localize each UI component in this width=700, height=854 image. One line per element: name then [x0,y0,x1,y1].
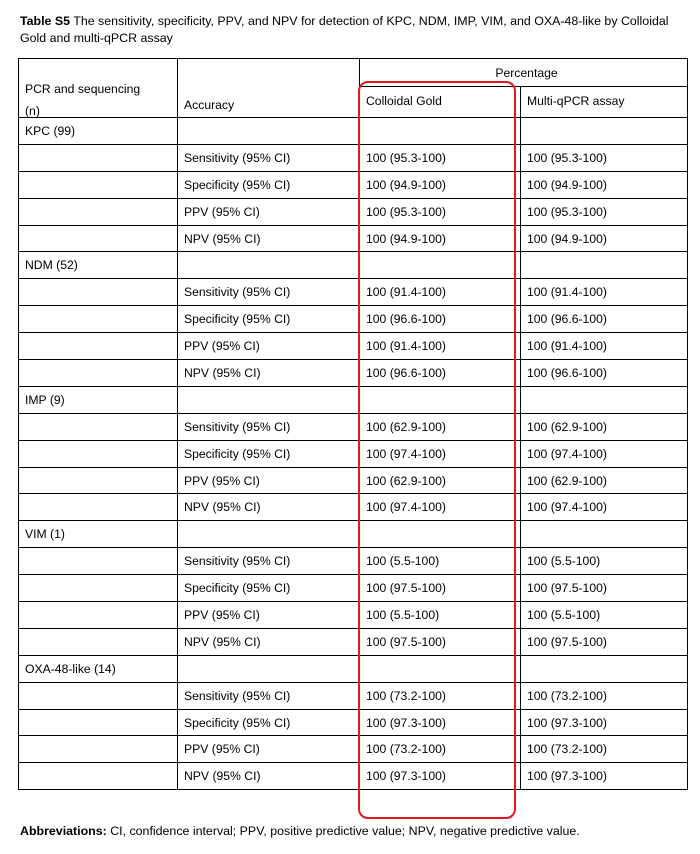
group-empty-multi [521,521,688,548]
empty-cell [19,467,178,494]
empty-cell [19,602,178,629]
group-label: NDM (52) [19,252,178,279]
multi-qpcr-cell: 100 (97.3-100) [521,709,688,736]
colloidal-gold-cell: 100 (95.3-100) [360,144,521,171]
group-empty-accuracy [178,655,360,682]
group-row [19,118,688,145]
metric-cell: NPV (95% CI) [178,360,360,387]
empty-cell [19,440,178,467]
multi-qpcr-cell: 100 (97.5-100) [521,628,688,655]
multi-qpcr-cell: 100 (96.6-100) [521,360,688,387]
empty-cell [19,494,178,521]
table-row [19,413,688,440]
group-label: IMP (9) [19,386,178,413]
empty-cell [19,198,178,225]
empty-cell [19,709,178,736]
colloidal-gold-cell: 100 (97.5-100) [360,575,521,602]
group-empty-colloidal [360,118,521,145]
table-row [19,306,688,333]
multi-qpcr-cell: 100 (95.3-100) [521,144,688,171]
metric-cell: Specificity (95% CI) [178,709,360,736]
header-pcr-line1: PCR and sequencing [25,82,141,96]
table-row [19,440,688,467]
empty-cell [19,144,178,171]
table-row [19,494,688,521]
table-row [19,279,688,306]
empty-cell [19,682,178,709]
group-empty-multi [521,386,688,413]
colloidal-gold-cell: 100 (95.3-100) [360,198,521,225]
metric-cell: PPV (95% CI) [178,736,360,763]
table-row [19,682,688,709]
metric-cell: PPV (95% CI) [178,602,360,629]
header-colloidal-gold: Colloidal Gold [360,87,521,118]
colloidal-gold-cell: 100 (96.6-100) [360,306,521,333]
table-row [19,144,688,171]
multi-qpcr-cell: 100 (5.5-100) [521,602,688,629]
group-label: KPC (99) [19,118,178,145]
abbreviations-label: Abbreviations: [20,824,107,838]
table-row [19,575,688,602]
empty-cell [19,548,178,575]
empty-cell [19,763,178,790]
group-label: OXA-48-like (14) [19,655,178,682]
multi-qpcr-cell: 100 (73.2-100) [521,736,688,763]
metric-cell: PPV (95% CI) [178,333,360,360]
table-row [19,225,688,252]
empty-cell [19,171,178,198]
header-pcr-line2: (n) [25,104,40,118]
group-empty-multi [521,655,688,682]
table-row [19,333,688,360]
multi-qpcr-cell: 100 (97.4-100) [521,494,688,521]
colloidal-gold-cell: 100 (97.3-100) [360,763,521,790]
multi-qpcr-cell: 100 (94.9-100) [521,225,688,252]
colloidal-gold-cell: 100 (73.2-100) [360,682,521,709]
colloidal-gold-cell: 100 (94.9-100) [360,225,521,252]
table-row [19,171,688,198]
abbreviations-note [20,824,580,838]
metric-cell: Specificity (95% CI) [178,306,360,333]
table-row [19,602,688,629]
group-empty-accuracy [178,386,360,413]
results-table [18,58,688,790]
multi-qpcr-cell: 100 (62.9-100) [521,467,688,494]
header-accuracy-label: Accuracy [184,98,235,112]
empty-cell [19,225,178,252]
group-label: VIM (1) [19,521,178,548]
metric-cell: NPV (95% CI) [178,628,360,655]
group-empty-colloidal [360,521,521,548]
empty-cell [19,360,178,387]
colloidal-gold-cell: 100 (97.5-100) [360,628,521,655]
abbreviations-text: CI, confidence interval; PPV, positive predictive value; NPV, negative predictive value. [106,824,580,838]
table-row [19,709,688,736]
multi-qpcr-cell: 100 (94.9-100) [521,171,688,198]
metric-cell: Specificity (95% CI) [178,575,360,602]
table-body [19,59,688,790]
group-empty-accuracy [178,118,360,145]
empty-cell [19,575,178,602]
group-row [19,521,688,548]
colloidal-gold-cell: 100 (73.2-100) [360,736,521,763]
colloidal-gold-cell: 100 (5.5-100) [360,602,521,629]
table-caption [20,13,690,47]
multi-qpcr-cell: 100 (95.3-100) [521,198,688,225]
colloidal-gold-cell: 100 (94.9-100) [360,171,521,198]
multi-qpcr-cell: 100 (96.6-100) [521,306,688,333]
empty-cell [19,736,178,763]
metric-cell: NPV (95% CI) [178,225,360,252]
metric-cell: Sensitivity (95% CI) [178,682,360,709]
caption-text: The sensitivity, specificity, PPV, and NPV for detection of KPC, NDM, IMP, VIM, and OXA-48-like by Colloidal Gold and multi-qPCR assay [20,14,669,45]
header-row-1 [19,59,688,87]
colloidal-gold-cell: 100 (91.4-100) [360,333,521,360]
metric-cell: Specificity (95% CI) [178,171,360,198]
group-empty-colloidal [360,386,521,413]
group-empty-multi [521,252,688,279]
metric-cell: Sensitivity (95% CI) [178,279,360,306]
table-row [19,467,688,494]
multi-qpcr-cell: 100 (97.4-100) [521,440,688,467]
group-row [19,655,688,682]
multi-qpcr-cell: 100 (5.5-100) [521,548,688,575]
header-percentage: Percentage [360,59,688,87]
header-multi-qpcr: Multi-qPCR assay [521,87,688,118]
group-empty-accuracy [178,252,360,279]
multi-qpcr-cell: 100 (97.3-100) [521,763,688,790]
header-pcr [19,59,178,118]
colloidal-gold-cell: 100 (97.4-100) [360,440,521,467]
colloidal-gold-cell: 100 (97.4-100) [360,494,521,521]
table-row [19,198,688,225]
empty-cell [19,306,178,333]
multi-qpcr-cell: 100 (73.2-100) [521,682,688,709]
colloidal-gold-cell: 100 (62.9-100) [360,467,521,494]
group-empty-multi [521,118,688,145]
header-accuracy [178,59,360,118]
metric-cell: Sensitivity (95% CI) [178,413,360,440]
metric-cell: Specificity (95% CI) [178,440,360,467]
multi-qpcr-cell: 100 (91.4-100) [521,279,688,306]
caption-label: Table S5 [20,14,71,28]
group-empty-colloidal [360,252,521,279]
table-row [19,360,688,387]
group-empty-accuracy [178,521,360,548]
metric-cell: PPV (95% CI) [178,467,360,494]
group-row [19,386,688,413]
colloidal-gold-cell: 100 (97.3-100) [360,709,521,736]
colloidal-gold-cell: 100 (91.4-100) [360,279,521,306]
metric-cell: Sensitivity (95% CI) [178,548,360,575]
colloidal-gold-cell: 100 (5.5-100) [360,548,521,575]
group-row [19,252,688,279]
multi-qpcr-cell: 100 (97.5-100) [521,575,688,602]
metric-cell: NPV (95% CI) [178,494,360,521]
colloidal-gold-cell: 100 (62.9-100) [360,413,521,440]
table-row [19,548,688,575]
metric-cell: Sensitivity (95% CI) [178,144,360,171]
table-row [19,736,688,763]
multi-qpcr-cell: 100 (91.4-100) [521,333,688,360]
table-row [19,763,688,790]
colloidal-gold-cell: 100 (96.6-100) [360,360,521,387]
metric-cell: PPV (95% CI) [178,198,360,225]
empty-cell [19,279,178,306]
table-row [19,628,688,655]
empty-cell [19,333,178,360]
empty-cell [19,628,178,655]
empty-cell [19,413,178,440]
metric-cell: NPV (95% CI) [178,763,360,790]
multi-qpcr-cell: 100 (62.9-100) [521,413,688,440]
group-empty-colloidal [360,655,521,682]
